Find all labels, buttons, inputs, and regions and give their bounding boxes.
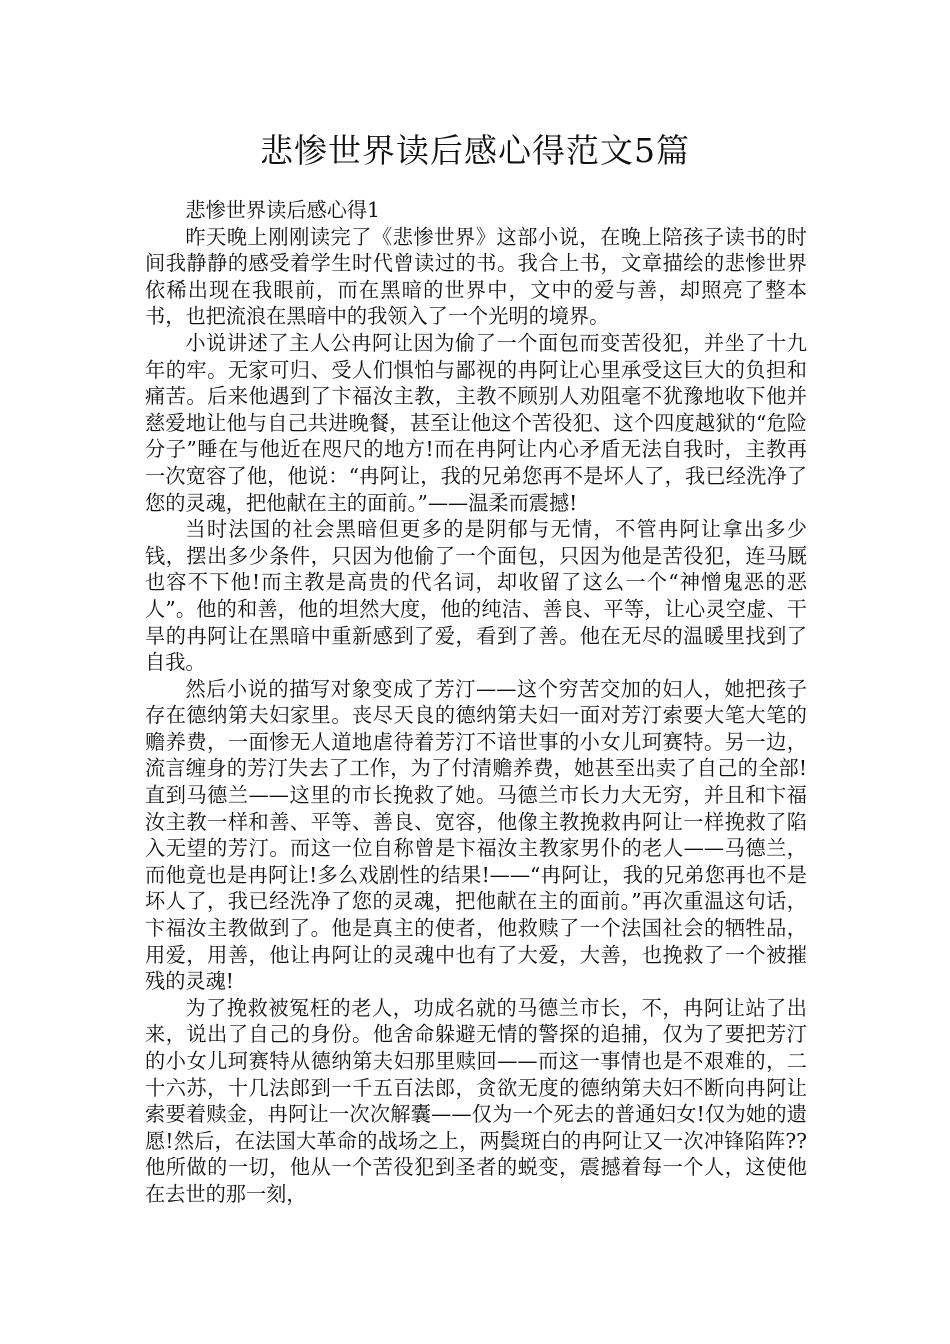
- paragraph-5: 为了挽救被冤枉的老人，功成名就的马德兰市长，不，冉阿让站了出来，说出了自己的身份。他舍命躲避无情的警探的追捕，仅为了要把芳汀的小女儿珂赛特从德纳第夫妇那里赎回——而这一事情也是不艰难的，二十六苏，十几法郎到一千五百法郎，贪欲无度的德纳第夫妇不断向冉阿让索要着赎金，冉阿让一次次解囊——仅为一个死去的普通妇女!仅为她的遗愿!然后，在法国大革命的战场之上，两鬓斑白的冉阿让又一次冲锋陷阵??他所做的一切，他从一个苦役犯到圣者的蜕变，震撼着每一个人，这使他在去世的那一刻，: [145, 995, 807, 1206]
- section-heading: 悲惨世界读后感心得1: [185, 198, 380, 222]
- paragraph-1: 昨天晚上刚刚读完了《悲惨世界》这部小说，在晚上陪孩子读书的时间我静静的感受着学生时代曾读过的书。我合上书，文章描绘的悲惨世界依稀出现在我眼前，而在黑暗的世界中，文中的爱与善，却照亮了整本书，也把流浪在黑暗中的我领入了一个光明的境界。: [145, 224, 807, 329]
- document-body: [145, 197, 807, 1208]
- document-title: 悲惨世界读后感心得范文5篇: [260, 131, 690, 170]
- paragraph-3: 当时法国的社会黑暗但更多的是阴郁与无情，不管冉阿让拿出多少钱，摆出多少条件，只因为他偷了一个面包，只因为他是苦役犯，连马厩也容不下他!而主教是高贵的代名词，却收留了这么一个“神憎鬼恶的恶人”。他的和善，他的坦然大度，他的纯洁、善良、平等，让心灵空虚、干旱的冉阿让在黑暗中重新感到了爱，看到了善。他在无尽的温暖里找到了自我。: [145, 517, 807, 675]
- paragraph-2: 小说讲述了主人公冉阿让因为偷了一个面包而变苦役犯，并坐了十九年的牢。无家可归、受人们惧怕与鄙视的冉阿让心里承受这巨大的负担和痛苦。后来他遇到了卞福汝主教，主教不顾别人劝阻毫不犹豫地收下他并慈爱地让他与自己共进晚餐，甚至让他这个苦役犯、这个四度越狱的“危险分子”睡在与他近在咫尺的地方!而在冉阿让内心矛盾无法自我时，主教再一次宽容了他，他说：“冉阿让，我的兄弟您再不是坏人了，我已经洗净了您的灵魂，把他献在主的面前。”——温柔而震撼!: [145, 330, 807, 515]
- paragraph-4: 然后小说的描写对象变成了芳汀——这个穷苦交加的妇人，她把孩子存在德纳第夫妇家里。丧尽天良的德纳第夫妇一面对芳汀索要大笔大笔的赡养费，一面惨无人道地虐待着芳汀不谙世事的小女儿珂赛特。另一边，流言缠身的芳汀失去了工作，为了付清赡养费，她甚至出卖了自己的全部!直到马德兰——这里的市长挽救了她。马德兰市长力大无穷，并且和卞福汝主教一样和善、平等、善良、宽容，他像主教挽救冉阿让一样挽救了陷入无望的芳汀。而这一位自称曾是卞福汝主教家男仆的老人——马德兰，而他竟也是冉阿让!多么戏剧性的结果!——“冉阿让，我的兄弟您再也不是坏人了，我已经洗净了您的灵魂，把他献在主的面前。”再次重温这句话，卞福汝主教做到了。他是真主的使者，他救赎了一个法国社会的牺牲品，用爱，用善，他让冉阿让的灵魂中也有了大爱，大善，也挽救了一个被摧残的灵魂!: [145, 676, 807, 994]
